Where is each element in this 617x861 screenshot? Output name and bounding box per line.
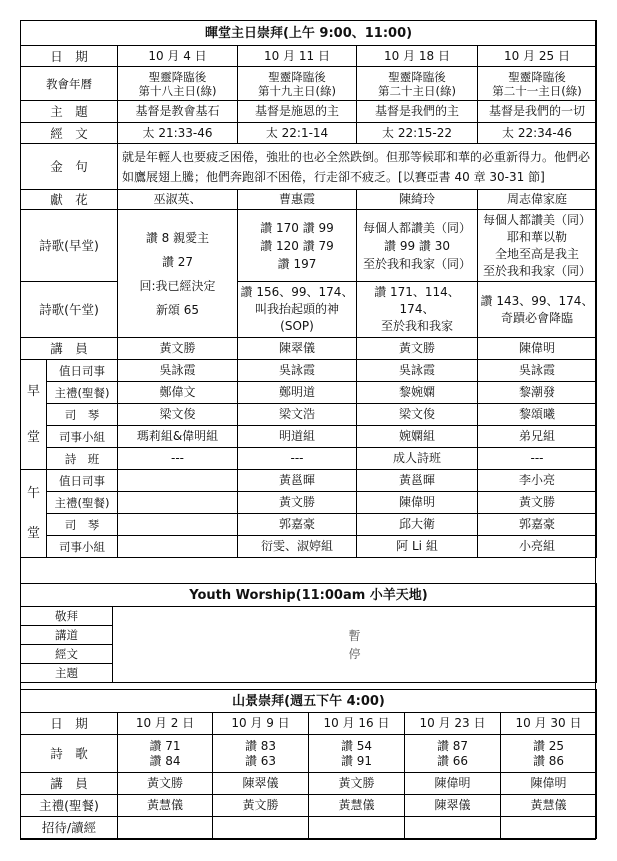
- early-cell: 明道組: [238, 426, 357, 448]
- hillview-date-cell: 10 月 2 日: [118, 713, 213, 735]
- early-cell: 吳詠霞: [118, 360, 238, 382]
- hymn-col1-cell: 讚 8 親愛主 讚 27 回:我已經決定 新頌 65: [118, 210, 238, 338]
- preacher-cell: 陳翠儀: [238, 338, 357, 360]
- hymn-early-cell: 每個人都讚美（同） 讚 99 讚 30 至於我和我家（同）: [357, 210, 478, 282]
- scripture-cell: 太 22:1-14: [238, 123, 357, 144]
- hillview-hymn-cell: 讚 83 讚 63: [213, 735, 309, 773]
- hillview-usher-cell: [405, 817, 501, 839]
- role-label: 司 琴: [47, 514, 118, 536]
- early-cell: 吳詠霞: [478, 360, 597, 382]
- preacher-label: 講 員: [21, 338, 118, 360]
- hillview-usher-cell: [309, 817, 405, 839]
- hillview-preacher-cell: 黃文勝: [118, 773, 213, 795]
- hymn-late-cell: 讚 171、114、174、 至於我和我家: [357, 282, 478, 338]
- scripture-cell: 太 22:34-46: [478, 123, 597, 144]
- role-label: 司 琴: [47, 404, 118, 426]
- hillview-presider-cell: 黃文勝: [213, 795, 309, 817]
- youth-status: 暫 停: [113, 607, 597, 683]
- date-label: 日 期: [21, 46, 118, 67]
- early-cell: 黎頌曦: [478, 404, 597, 426]
- early-cell: 梁文俊: [118, 404, 238, 426]
- early-cell: 吳詠霞: [357, 360, 478, 382]
- youth-worship-table: [20, 583, 597, 683]
- hillview-hymn-label: 詩 歌: [21, 735, 118, 773]
- date-cell: 10 月 25 日: [478, 46, 597, 67]
- hillview-presider-cell: 黃慧儀: [309, 795, 405, 817]
- hymn-early-cell: 讚 170 讚 99 讚 120 讚 79 讚 197: [238, 210, 357, 282]
- hillview-preacher-label: 講 員: [21, 773, 118, 795]
- hillview-service-table: [20, 689, 597, 839]
- early-cell: 弟兄組: [478, 426, 597, 448]
- golden-text: 就是年輕人也要疲乏困倦，強壯的也必全然跌倒。但那等候耶和華的必重新得力。他們必如鷹展翅上騰；他們奔跑卻不困倦，行走卻不疲乏。[以賽亞書 40 章 30-31 節]: [118, 144, 597, 190]
- hillview-preacher-cell: 陳偉明: [501, 773, 597, 795]
- hillview-date-cell: 10 月 30 日: [501, 713, 597, 735]
- theme-cell: 基督是教會基石: [118, 101, 238, 123]
- scripture-cell: 太 22:15-22: [357, 123, 478, 144]
- hillview-title: 山景崇拜(週五下午 4:00): [21, 690, 597, 713]
- early-cell: 鄭偉文: [118, 382, 238, 404]
- flowers-cell: 巫淑英、: [118, 190, 238, 210]
- hillview-date-label: 日 期: [21, 713, 118, 735]
- hillview-presider-cell: 黃慧儀: [501, 795, 597, 817]
- youth-title: Youth Worship(11:00am 小羊天地): [21, 584, 597, 607]
- early-cell: 梁文俊: [357, 404, 478, 426]
- youth-label: 敬拜: [21, 607, 113, 626]
- early-service-label: 早 堂: [21, 360, 47, 470]
- late-cell: 邱大衛: [357, 514, 478, 536]
- hillview-presider-label: 主禮(聖餐): [21, 795, 118, 817]
- youth-label: 主題: [21, 664, 113, 683]
- sunday-title: 暉堂主日崇拜(上午 9:00、11:00): [21, 21, 597, 46]
- youth-label: 講道: [21, 626, 113, 645]
- late-cell: 阿 Li 組: [357, 536, 478, 558]
- flowers-cell: 陳綺玲: [357, 190, 478, 210]
- late-cell: [118, 536, 238, 558]
- calendar-cell: 聖靈降臨後 第十九主日(綠): [238, 67, 357, 101]
- late-cell: 郭嘉豪: [478, 514, 597, 536]
- late-cell: 黃文勝: [238, 492, 357, 514]
- theme-label: 主 題: [21, 101, 118, 123]
- early-cell: 梁文浩: [238, 404, 357, 426]
- late-cell: 黃文勝: [478, 492, 597, 514]
- hillview-hymn-cell: 讚 54 讚 91: [309, 735, 405, 773]
- hymn-late-cell: 讚 156、99、174、 叫我抬起頭的神 (SOP): [238, 282, 357, 338]
- youth-label: 經文: [21, 645, 113, 664]
- hillview-presider-cell: 陳翠儀: [405, 795, 501, 817]
- calendar-label: 教會年曆: [21, 67, 118, 101]
- early-cell: 鄭明道: [238, 382, 357, 404]
- early-cell: 吳詠霞: [238, 360, 357, 382]
- hymn-late-cell: 讚 143、99、174、 奇蹟必會降臨: [478, 282, 597, 338]
- golden-text-label: 金 句: [21, 144, 118, 190]
- hillview-hymn-cell: 讚 87 讚 66: [405, 735, 501, 773]
- scripture-cell: 太 21:33-46: [118, 123, 238, 144]
- early-cell: ---: [478, 448, 597, 470]
- early-cell: 黎婉嫻: [357, 382, 478, 404]
- early-cell: 婉嫻組: [357, 426, 478, 448]
- late-cell: 陳偉明: [357, 492, 478, 514]
- hymn-late-label: 詩歌(午堂): [21, 282, 118, 338]
- late-cell: 黃邕暉: [357, 470, 478, 492]
- early-cell: ---: [238, 448, 357, 470]
- late-cell: 李小亮: [478, 470, 597, 492]
- hymn-early-label: 詩歌(早堂): [21, 210, 118, 282]
- date-cell: 10 月 18 日: [357, 46, 478, 67]
- hillview-date-cell: 10 月 23 日: [405, 713, 501, 735]
- early-cell: ---: [118, 448, 238, 470]
- hillview-hymn-cell: 讚 71 讚 84: [118, 735, 213, 773]
- hillview-usher-label: 招待/讀經: [21, 817, 118, 839]
- hillview-preacher-cell: 陳偉明: [405, 773, 501, 795]
- late-cell: 衍雯、淑婷組: [238, 536, 357, 558]
- preacher-cell: 黃文勝: [118, 338, 238, 360]
- theme-cell: 基督是我們的主: [357, 101, 478, 123]
- section-spacer: [20, 681, 596, 689]
- calendar-cell: 聖靈降臨後 第十八主日(綠): [118, 67, 238, 101]
- calendar-cell: 聖靈降臨後 第二十主日(綠): [357, 67, 478, 101]
- flowers-cell: 曹惠霞: [238, 190, 357, 210]
- late-cell: [118, 492, 238, 514]
- hillview-presider-cell: 黃慧儀: [118, 795, 213, 817]
- calendar-cell: 聖靈降臨後 第二十一主日(綠): [478, 67, 597, 101]
- preacher-cell: 黃文勝: [357, 338, 478, 360]
- hillview-hymn-cell: 讚 25 讚 86: [501, 735, 597, 773]
- hillview-preacher-cell: 陳翠儀: [213, 773, 309, 795]
- date-cell: 10 月 11 日: [238, 46, 357, 67]
- late-cell: 小亮組: [478, 536, 597, 558]
- role-label: 主禮(聖餐): [47, 492, 118, 514]
- role-label: 值日司事: [47, 470, 118, 492]
- preacher-cell: 陳偉明: [478, 338, 597, 360]
- role-label: 司事小組: [47, 426, 118, 448]
- hillview-usher-cell: [118, 817, 213, 839]
- late-service-label: 午 堂: [21, 470, 47, 558]
- early-cell: 瑪莉組&偉明組: [118, 426, 238, 448]
- scripture-label: 經 文: [21, 123, 118, 144]
- hillview-usher-cell: [501, 817, 597, 839]
- hillview-usher-cell: [213, 817, 309, 839]
- hymn-early-cell: 每個人都讚美（同） 耶和華以勒 全地至高是我主 至於我和我家（同）: [478, 210, 597, 282]
- role-label: 主禮(聖餐): [47, 382, 118, 404]
- early-cell: 成人詩班: [357, 448, 478, 470]
- hillview-preacher-cell: 黃文勝: [309, 773, 405, 795]
- role-label: 詩 班: [47, 448, 118, 470]
- role-label: 值日司事: [47, 360, 118, 382]
- late-cell: 郭嘉豪: [238, 514, 357, 536]
- role-label: 司事小組: [47, 536, 118, 558]
- flowers-cell: 周志偉家庭: [478, 190, 597, 210]
- hillview-date-cell: 10 月 16 日: [309, 713, 405, 735]
- theme-cell: 基督是我們的一切: [478, 101, 597, 123]
- late-cell: [118, 470, 238, 492]
- hillview-date-cell: 10 月 9 日: [213, 713, 309, 735]
- date-cell: 10 月 4 日: [118, 46, 238, 67]
- early-cell: 黎潮發: [478, 382, 597, 404]
- theme-cell: 基督是施恩的主: [238, 101, 357, 123]
- flowers-label: 獻 花: [21, 190, 118, 210]
- sunday-service-table: [20, 20, 597, 558]
- late-cell: 黃邕暉: [238, 470, 357, 492]
- late-cell: [118, 514, 238, 536]
